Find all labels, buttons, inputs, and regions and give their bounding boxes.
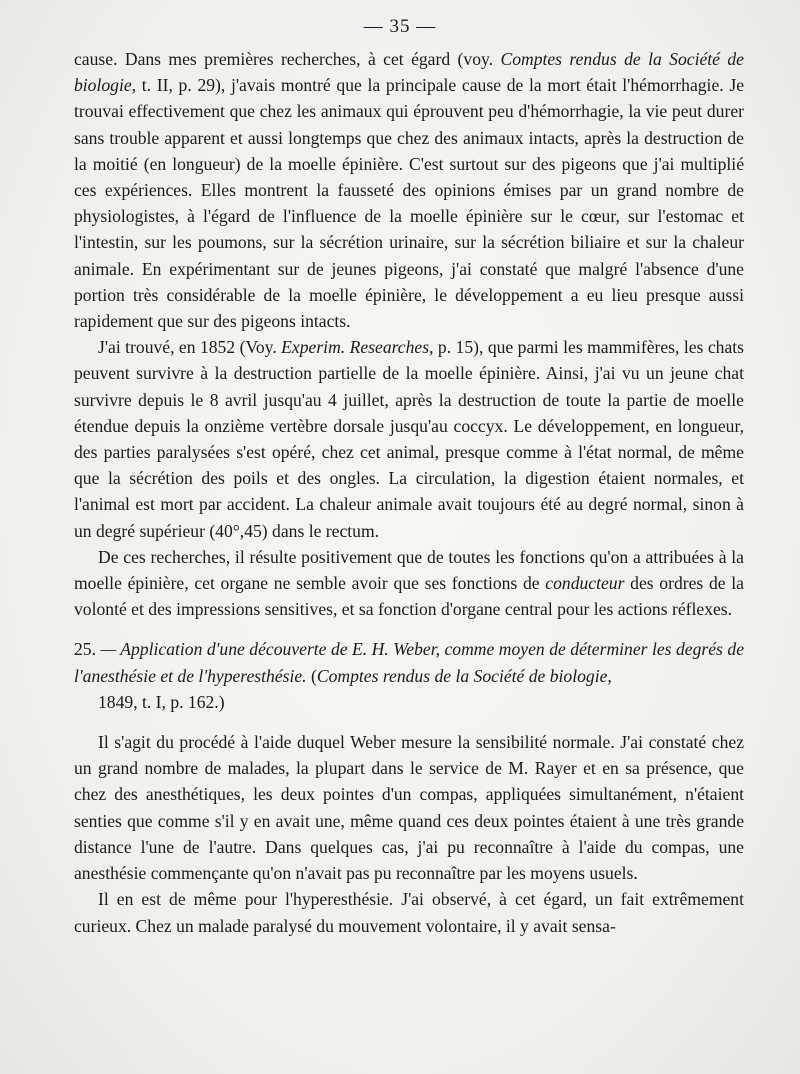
section-heading [74,636,744,688]
paragraph-2 [74,334,744,544]
paragraph-1-text-b: , t. II, p. 29), j'avais montré que la principale cause de la mort était l'hémorrhagie. Je trouvai effectivement que chez les animaux qui éprouvent peu d'hémorrhagie, la vie peut durer sans trouble apparent et aussi longtemps que chez des animaux intacts, après la destruction de la moitié (en longueur) de la moelle épinière. C'est surtout sur des pigeons que j'ai multiplié ces expériences. Elles montrent la fausseté des opinions émises par un grand nombre de physiologistes, à l'égard de l'influence de la moelle épinière sur le cœur, sur l'estomac et l'intestin, sur les poumons, sur la sécrétion urinaire, sur la sécrétion biliaire et sur la chaleur animale. En expérimentant sur de jeunes pigeons, j'ai constaté que malgré l'absence d'une portion très considérable de la moelle épinière, le développement a eu lieu presque aussi rapidement que sur des pigeons intacts. [74,75,744,332]
section-citation [311,666,612,686]
page-number: — 35 — [363,16,437,37]
section-citation-source: Comptes rendus de la Société de biologie, [316,665,612,686]
paragraph-3-text-b: des ordres de la volonté et des impressions sensitives, et sa fonction d'organe central pour les actions réflexes. [74,573,744,620]
paragraph-4: Il s'agit du procédé à l'aide duquel Weber mesure la sensibilité normale. J'ai constaté chez un grand nombre de malades, la plupart dans le service de M. Rayer et en sa présence, que chez des anesthétiques, les deux pointes d'un compas, appliquées simultanément, n'étaient senties que comme s'il y en avait une, même quand ces deux pointes étaient à une très grande distance l'une de l'autre. Dans quelques cas, j'ai pu reconnaître à l'aide du compas, une anesthésie commençante qu'on n'avait pas pu reconnaître par les moyens usuels. [74,732,744,884]
section-number: 25. [74,639,96,660]
paragraph-2-text-b: , p. 15), que parmi les mammifères, les chats peuvent survivre à la destruction partielle de la moelle épinière. Ainsi, j'ai vu un jeune chat survivre depuis le 8 avril jusqu'au 4 juillet, après la destruction de toute la partie de moelle étendue depuis la onzième vertèbre dorsale jusqu'au coccyx. Le développement, en longueur, des parties paralysées s'est opéré, chez cet animal, presque comme à l'état normal, de même que la sécrétion des poils et des ongles. La circulation, la digestion étaient normales, et l'animal est mort par accident. La chaleur animale avait toujours été au degré normal, sinon à un degré supérieur (40°,45) dans le rectum. [74,337,744,541]
paragraph-2-citation: Experim. Researches [281,337,430,358]
paragraph-1 [74,46,744,334]
paragraph-1-text-a: cause. Dans mes premières recherches, à cet égard (voy. [74,49,501,69]
body-text [74,46,744,939]
section-citation-open: ( [310,665,317,686]
paragraph-1-citation: Comptes rendus de la Société de biologie [74,49,744,96]
paragraph-2-text-a: J'ai trouvé, en 1852 (Voy. [98,337,282,358]
section-citation-tail: 1849, t. I, p. 162.) [98,691,225,712]
paragraph-3-text-a: De ces recherches, il résulte positivement que de toutes les fonctions qu'on a attribuées à la moelle épinière, cet organe ne semble avoir que ses fonctions de [74,546,744,594]
paragraph-3-italic-term: conducteur [545,573,625,594]
section-title: — Application d'une découverte de E. H. Weber, comme moyen de déterminer les degrés de l'anesthésie et de l'hyperesthésie. [74,639,744,686]
paragraph-5: Il en est de même pour l'hyperesthésie. J'ai observé, à cet égard, un fait extrêmement curieux. Chez un malade paralysé du mouvement volontaire, il y avait sensa- [74,889,744,936]
section-spacer-2 [74,715,744,729]
paragraph-3 [74,544,744,623]
section-spacer [74,622,744,636]
